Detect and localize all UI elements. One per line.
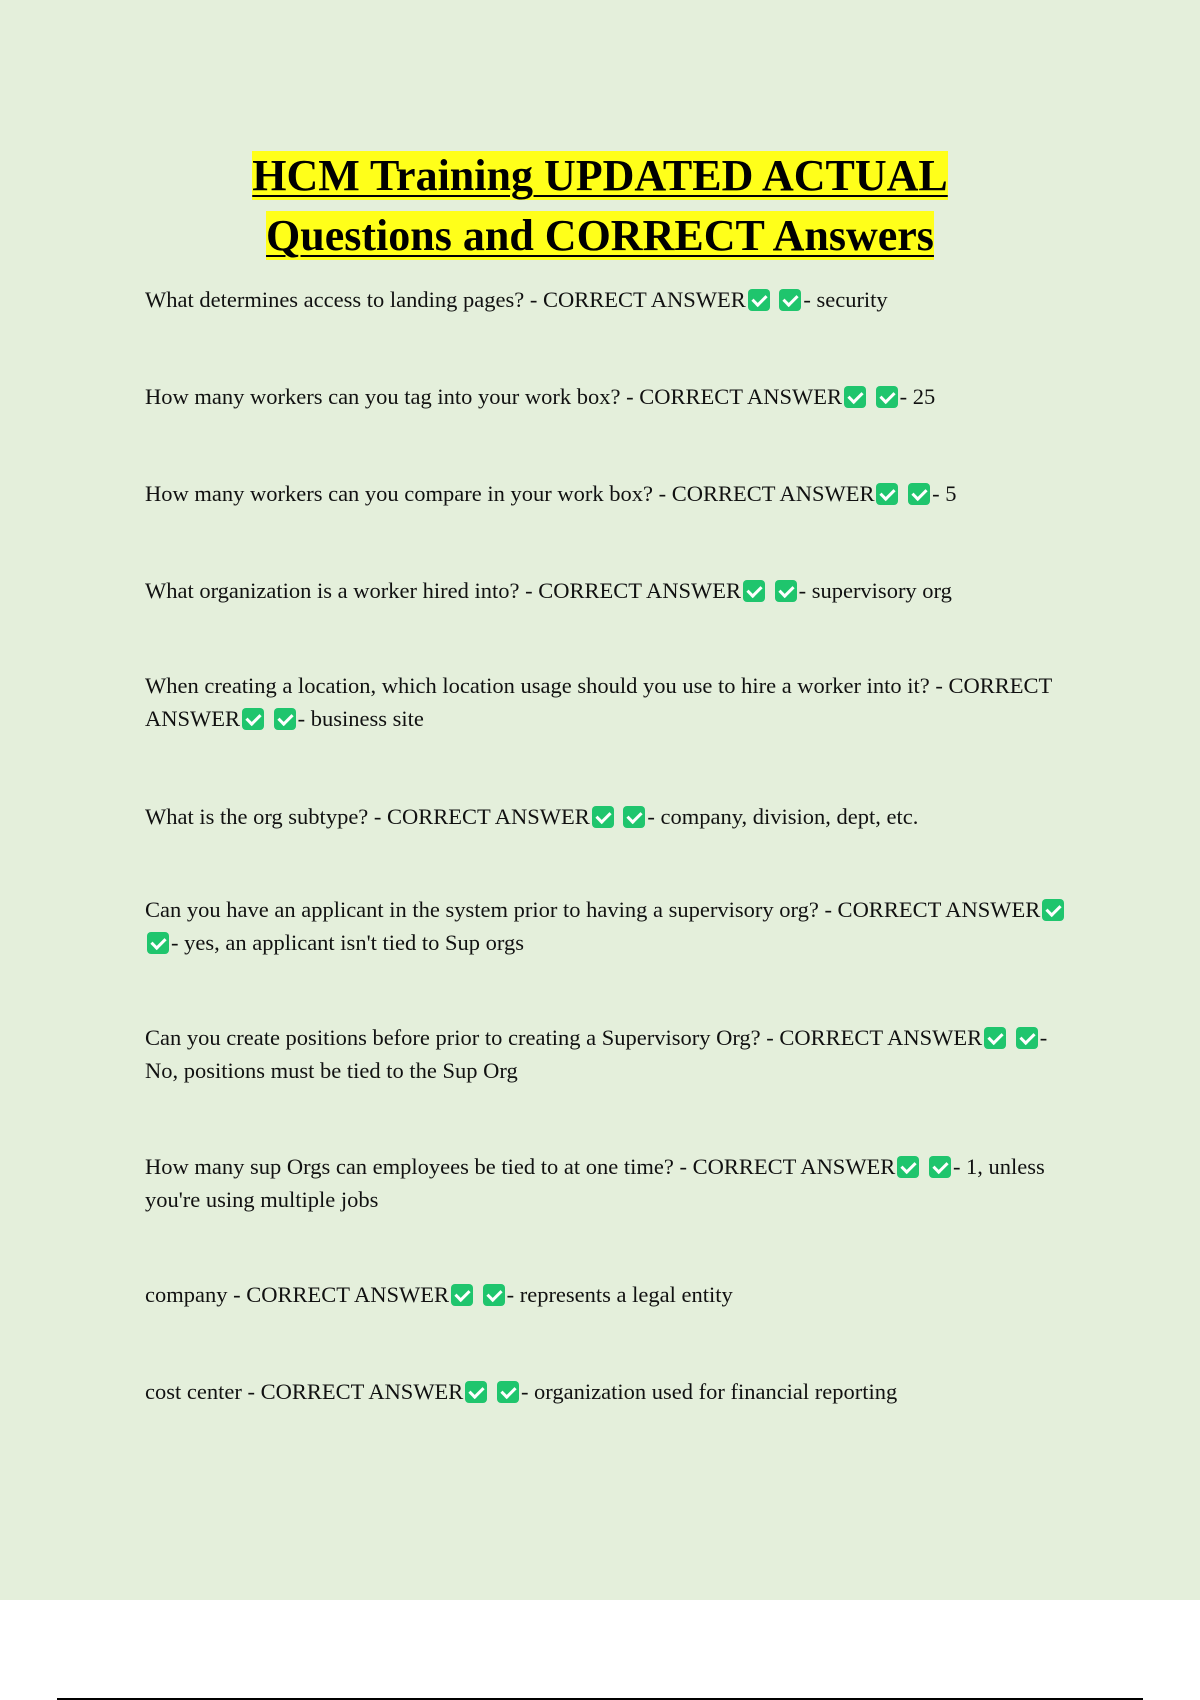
- qa-item: [145, 1278, 1075, 1311]
- answer-marker: - CORRECT ANSWER: [247, 1379, 464, 1404]
- check-mark-icon: [743, 580, 765, 602]
- check-mark-icon: [483, 1284, 505, 1306]
- check-mark-icon: [897, 1156, 919, 1178]
- answer-marker: - CORRECT ANSWER: [658, 481, 875, 506]
- answer-marker: - CORRECT ANSWER: [373, 804, 590, 829]
- answer-marker: - CORRECT ANSWER: [824, 897, 1041, 922]
- document-title: [0, 146, 1200, 266]
- question-text: How many sup Orgs can employees be tied to at one time?: [145, 1154, 674, 1179]
- answer-marker: - CORRECT ANSWER: [626, 384, 843, 409]
- answer-text: - company, division, dept, etc.: [647, 804, 919, 829]
- qa-item: [145, 1021, 1075, 1087]
- answer-marker: - CORRECT ANSWER: [529, 287, 746, 312]
- qa-item: [145, 380, 1075, 413]
- check-mark-icon: [844, 386, 866, 408]
- title-line-2: Questions and CORRECT Answers: [266, 211, 934, 260]
- title-line-1: HCM Training UPDATED ACTUAL: [252, 151, 948, 200]
- question-text: Can you have an applicant in the system prior to having a supervisory org?: [145, 897, 819, 922]
- answer-text: - No, positions must be tied to the Sup Org: [145, 1025, 1048, 1083]
- check-mark-icon: [1016, 1027, 1038, 1049]
- check-mark-icon: [984, 1027, 1006, 1049]
- check-mark-icon: [1042, 899, 1064, 921]
- qa-item: [145, 283, 1075, 316]
- answer-text: - represents a legal entity: [506, 1282, 733, 1307]
- check-mark-icon: [274, 708, 296, 730]
- check-mark-icon: [465, 1381, 487, 1403]
- qa-item: [145, 1375, 1075, 1408]
- check-mark-icon: [908, 483, 930, 505]
- question-text: How many workers can you tag into your work box?: [145, 384, 621, 409]
- check-mark-icon: [592, 806, 614, 828]
- answer-text: - business site: [297, 706, 424, 731]
- answer-text: - yes, an applicant isn't tied to Sup orgs: [171, 930, 524, 955]
- question-text: company: [145, 1282, 228, 1307]
- question-text: What determines access to landing pages?: [145, 287, 525, 312]
- answer-marker: - CORRECT ANSWER: [145, 673, 1052, 731]
- answer-marker: - CORRECT ANSWER: [766, 1025, 983, 1050]
- answer-marker: - CORRECT ANSWER: [525, 578, 741, 603]
- qa-item: [145, 669, 1075, 735]
- question-text: How many workers can you compare in your work box?: [145, 481, 653, 506]
- question-text: cost center: [145, 1379, 242, 1404]
- answer-text: - supervisory org: [798, 578, 952, 603]
- answer-text: - 1, unless you're using multiple jobs: [145, 1154, 1045, 1212]
- check-mark-icon: [451, 1284, 473, 1306]
- qa-item: [145, 893, 1075, 959]
- question-text: Can you create positions before prior to creating a Supervisory Org?: [145, 1025, 761, 1050]
- answer-marker: - CORRECT ANSWER: [679, 1154, 896, 1179]
- check-mark-icon: [748, 289, 770, 311]
- qa-item: [145, 800, 1075, 833]
- question-text: What is the org subtype?: [145, 804, 369, 829]
- qa-item: [145, 477, 1075, 510]
- answer-text: - 5: [932, 481, 957, 506]
- qa-item: [145, 1150, 1075, 1216]
- answer-text: - organization used for financial reporting: [520, 1379, 898, 1404]
- answer-text: - security: [803, 287, 888, 312]
- check-mark-icon: [876, 386, 898, 408]
- question-text: When creating a location, which location usage should you use to hire a worker into it?: [145, 673, 930, 698]
- qa-item: [145, 574, 1075, 607]
- check-mark-icon: [929, 1156, 951, 1178]
- answer-marker: - CORRECT ANSWER: [233, 1282, 449, 1307]
- question-text: What organization is a worker hired into?: [145, 578, 520, 603]
- check-mark-icon: [623, 806, 645, 828]
- check-mark-icon: [779, 289, 801, 311]
- check-mark-icon: [775, 580, 797, 602]
- check-mark-icon: [242, 708, 264, 730]
- check-mark-icon: [147, 932, 169, 954]
- check-mark-icon: [876, 483, 898, 505]
- check-mark-icon: [497, 1381, 519, 1403]
- answer-text: - 25: [899, 384, 936, 409]
